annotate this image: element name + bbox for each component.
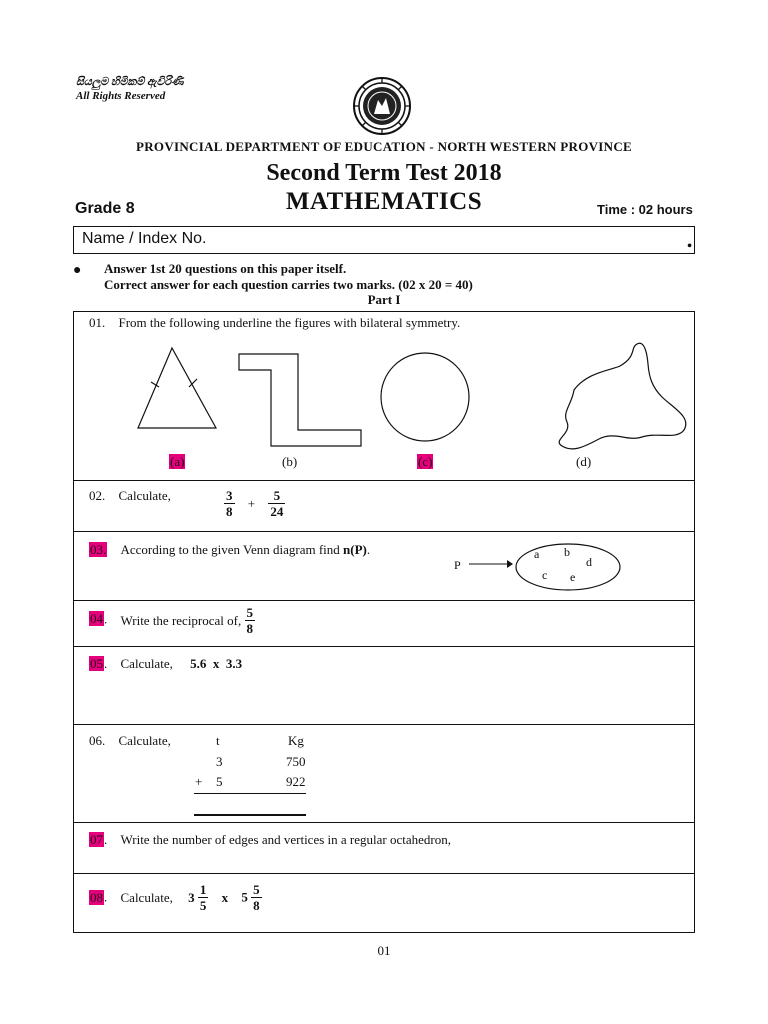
q06-row1-t: 3 — [216, 754, 223, 769]
q08-row — [89, 882, 262, 913]
q06-row1-kg: 750 — [286, 754, 306, 769]
figure-c-circle — [381, 353, 469, 441]
q05-row — [89, 656, 242, 672]
name-index-label: Name / Index No. — [82, 230, 207, 247]
q04-number: 04 — [90, 611, 103, 627]
q04-row — [89, 605, 255, 636]
q08-num-1: 1 — [199, 882, 207, 897]
q04-text: Write the reciprocal of, — [120, 612, 242, 628]
venn-element-e: e — [570, 570, 576, 584]
instruction-bullet: ● — [73, 263, 82, 278]
q08-number-suffix: . — [104, 889, 108, 905]
sinhala-rights-line: සියලුම හිමිකම් ඇවිරිණි — [76, 76, 184, 88]
venn-element-a: a — [534, 547, 540, 561]
test-title: Second Term Test 2018 — [266, 160, 502, 186]
q08-fraction-2 — [251, 882, 262, 913]
q06-plus: + — [195, 774, 203, 789]
venn-element-c: c — [542, 568, 548, 582]
venn-element-d: d — [586, 555, 592, 569]
q06-col2-head: Kg — [288, 733, 304, 748]
q05-expression: 5.6 x 3.3 — [190, 656, 243, 671]
separator-4 — [74, 646, 694, 647]
q02-number: 02. — [89, 488, 106, 503]
q01-label-a-text: (a) — [170, 454, 185, 469]
separator-6 — [74, 822, 694, 823]
q04-number-suffix: . — [104, 611, 108, 627]
q06-row2-kg: 922 — [286, 774, 306, 789]
all-rights-reserved: All Rights Reserved — [76, 90, 166, 102]
name-box-dot: • — [687, 239, 692, 254]
q03-text: According to the given Venn diagram find — [120, 542, 344, 557]
time-label: Time : 02 hours — [597, 202, 693, 217]
q06-number: 06. — [89, 733, 106, 748]
q02-frac1-num: 3 — [226, 488, 233, 503]
subject-title: MATHEMATICS — [285, 188, 483, 215]
q01-text: From the following underline the figures with bilateral symmetry. — [118, 315, 461, 330]
q02-expression — [224, 488, 285, 519]
figure-d-irregular — [559, 343, 686, 449]
q05-number-suffix: . — [104, 656, 108, 671]
q06-col1-head: t — [216, 733, 220, 748]
q02-fraction-1 — [224, 488, 235, 519]
q01-label-c-text: (c) — [418, 454, 433, 469]
department-title: PROVINCIAL DEPARTMENT OF EDUCATION - NORTH WESTERN PROVINCE — [135, 139, 633, 154]
q03-row — [89, 542, 370, 558]
q07-number-suffix: . — [104, 832, 108, 847]
figure-b-z-shape — [239, 354, 361, 446]
q08-text: Calculate, — [120, 889, 173, 905]
q02-row — [89, 488, 171, 504]
government-emblem-icon — [352, 76, 412, 136]
grade-label: Grade 8 — [75, 200, 135, 217]
q06-row — [89, 733, 171, 749]
q03-number: 03. — [90, 542, 107, 557]
separator-2 — [74, 531, 694, 532]
q04-den: 8 — [246, 621, 253, 636]
q01-label-a — [169, 454, 185, 470]
q08-den-2: 8 — [253, 898, 260, 913]
separator-7 — [74, 873, 694, 874]
venn-arrow-icon — [467, 557, 513, 571]
q06-line-2 — [194, 814, 306, 816]
part-heading: Part I — [367, 292, 401, 307]
q03-period: . — [366, 542, 371, 557]
q08-den-1: 5 — [199, 898, 207, 913]
q01-label-b: (b) — [282, 454, 298, 469]
q02-operator: + — [247, 495, 256, 511]
q02-frac2-num: 5 — [268, 488, 285, 504]
q02-text: Calculate, — [118, 488, 171, 503]
q08-whole-2: 5 — [241, 889, 248, 905]
q02-frac2-den: 24 — [270, 504, 284, 519]
q05-number: 05 — [90, 656, 103, 671]
q01-number: 01. — [89, 315, 106, 330]
venn-set-label: P — [454, 558, 461, 572]
instruction-line-1: Answer 1st 20 questions on this paper itself. — [104, 261, 347, 276]
q07-number: 07 — [90, 832, 103, 847]
name-index-box[interactable] — [73, 226, 695, 254]
page-number: 01 — [377, 943, 391, 958]
q06-row2-t: 5 — [216, 774, 223, 789]
q06-text: Calculate, — [118, 733, 171, 748]
separator-3 — [74, 600, 694, 601]
question-box — [73, 311, 695, 933]
q08-number: 08 — [90, 889, 103, 905]
q03-np: n(P) — [343, 542, 367, 557]
q02-frac1-den: 8 — [226, 504, 233, 519]
q07-text: Write the number of edges and vertices in a regular octahedron, — [120, 832, 451, 847]
q08-num-2: 5 — [253, 882, 260, 897]
q01-figures — [132, 342, 722, 462]
q04-num: 5 — [246, 605, 253, 620]
q02-fraction-2 — [268, 488, 285, 519]
q01-row — [89, 315, 460, 331]
q08-operator: x — [221, 889, 229, 905]
q08-whole-1: 3 — [188, 889, 195, 905]
q08-fraction-1 — [198, 882, 209, 913]
q06-line-1 — [194, 793, 306, 794]
venn-element-b: b — [564, 545, 570, 559]
q05-text: Calculate, — [120, 656, 173, 671]
instruction-line-2: Correct answer for each question carries two marks. (02 x 20 = 40) — [104, 277, 473, 292]
separator-1 — [74, 480, 694, 481]
figure-a-triangle — [138, 348, 216, 428]
q01-label-d: (d) — [576, 454, 592, 469]
q01-label-c — [417, 454, 433, 470]
separator-5 — [74, 724, 694, 725]
q07-row — [89, 832, 451, 848]
q04-fraction — [245, 605, 256, 636]
